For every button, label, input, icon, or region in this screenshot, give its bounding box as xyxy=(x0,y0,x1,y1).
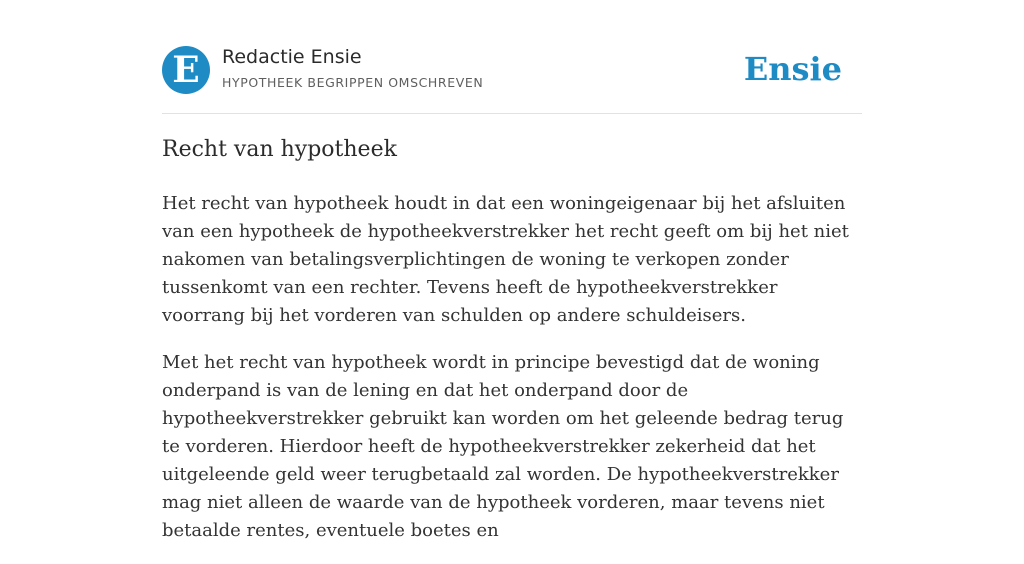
header-divider xyxy=(162,113,862,114)
article-paragraph: Het recht van hypotheek houdt in dat een woningeigenaar bij het afsluiten van een hypotheek de hypotheekverstrekker het recht geeft om bij het niet nakomen van betalingsverplichtingen de woning te verkopen zonder tussenkomt van een rechter. Tevens heeft de hypotheekverstrekker voorrang bij het vorderen van schulden op andere schuldeisers. xyxy=(162,193,849,326)
ensie-logo[interactable]: Ensie xyxy=(743,50,842,88)
author-name[interactable]: Redactie Ensie xyxy=(222,46,362,68)
author-avatar[interactable]: E xyxy=(162,46,210,94)
page-title: Recht van hypotheek xyxy=(162,137,397,162)
article-body xyxy=(162,190,862,564)
article-header xyxy=(162,46,862,96)
article-paragraph: Met het recht van hypotheek wordt in principe bevestigd dat de woning onderpand is van de lening en dat het onderpand door de hypotheekverstrekker gebruikt kan worden om het geleende bedrag terug te vorderen. Hierdoor heeft de hypotheekverstrekker zekerheid dat het uitgeleende geld weer terugbetaald zal worden. De hypotheekverstrekker mag niet alleen de waarde van de hypotheek vorderen, maar tevens niet betaalde rentes, eventuele boetes en xyxy=(162,352,844,541)
topic-category-link[interactable]: HYPOTHEEK BEGRIPPEN OMSCHREVEN xyxy=(222,75,484,90)
